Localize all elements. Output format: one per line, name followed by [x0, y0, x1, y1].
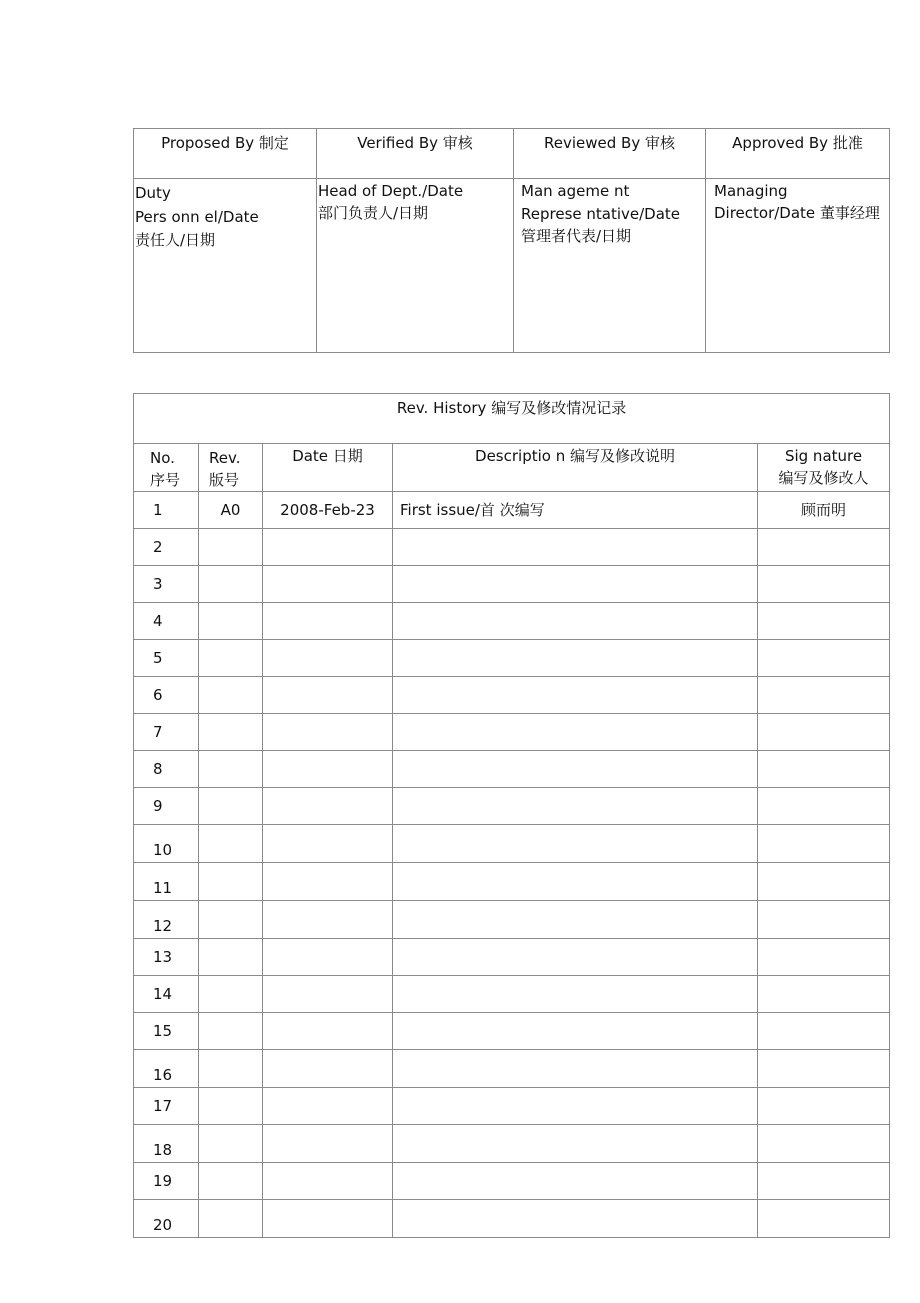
- row-number-cell: 11: [134, 863, 199, 901]
- row-description-cell[interactable]: [393, 1050, 758, 1088]
- row-description-cell[interactable]: [393, 976, 758, 1013]
- verified-by-header: Verified By 审核: [317, 129, 514, 179]
- role-line: Represe ntative/Date: [521, 205, 681, 223]
- row-number-cell: 2: [134, 529, 199, 566]
- row-signature-cell[interactable]: [758, 825, 890, 863]
- row-signature-cell[interactable]: [758, 677, 890, 714]
- row-number-cell: 17: [134, 1088, 199, 1125]
- row-number-cell: 19: [134, 1163, 199, 1200]
- row-rev-cell[interactable]: [199, 939, 263, 976]
- table-row: [134, 1050, 890, 1088]
- col-header-line: No.: [150, 449, 175, 467]
- row-rev-cell[interactable]: [199, 603, 263, 640]
- row-description-cell[interactable]: [393, 714, 758, 751]
- role-line: Head of Dept./Date: [318, 182, 464, 200]
- row-rev-cell[interactable]: [199, 640, 263, 677]
- col-header-line: Sig nature: [784, 447, 863, 465]
- row-date-cell[interactable]: [263, 1163, 393, 1200]
- row-description-cell[interactable]: [393, 566, 758, 603]
- table-row: [134, 1088, 890, 1125]
- row-number-cell: 1: [134, 492, 199, 529]
- approved-by-header: Approved By 批准: [706, 129, 890, 179]
- table-row: [134, 640, 890, 677]
- row-signature-cell[interactable]: [758, 939, 890, 976]
- row-signature-cell[interactable]: [758, 751, 890, 788]
- row-number-cell: 3: [134, 566, 199, 603]
- col-header-rev: [199, 444, 263, 492]
- row-rev-cell[interactable]: [199, 788, 263, 825]
- row-signature-cell[interactable]: [758, 1050, 890, 1088]
- row-number-cell: 12: [134, 901, 199, 939]
- row-date-cell[interactable]: [263, 788, 393, 825]
- row-description-cell[interactable]: [393, 677, 758, 714]
- row-number-cell: 15: [134, 1013, 199, 1050]
- row-date-cell[interactable]: [263, 1050, 393, 1088]
- history-title-row: [134, 394, 890, 444]
- col-header-line: 版号: [209, 471, 240, 489]
- row-rev-cell[interactable]: [199, 863, 263, 901]
- row-rev-cell[interactable]: [199, 825, 263, 863]
- row-description-cell[interactable]: [393, 788, 758, 825]
- row-description-cell[interactable]: [393, 751, 758, 788]
- role-line: Managing: [714, 182, 788, 200]
- proposed-by-header: Proposed By 制定: [134, 129, 317, 179]
- row-signature-cell[interactable]: [758, 529, 890, 566]
- row-date-cell[interactable]: [263, 1125, 393, 1163]
- role-line: Duty: [135, 184, 171, 202]
- role-line: Pers onn el/Date: [135, 208, 259, 226]
- col-header-line: 编写及修改人: [778, 469, 869, 487]
- row-number-cell: 9: [134, 788, 199, 825]
- row-date-cell[interactable]: [263, 751, 393, 788]
- row-rev-cell[interactable]: [199, 529, 263, 566]
- table-row: [134, 529, 890, 566]
- row-description-cell[interactable]: First issue/首 次编写: [393, 492, 758, 529]
- row-description-cell[interactable]: [393, 1088, 758, 1125]
- row-signature-cell[interactable]: [758, 603, 890, 640]
- row-date-cell[interactable]: [263, 901, 393, 939]
- row-number-cell: 6: [134, 677, 199, 714]
- col-header-no: [134, 444, 199, 492]
- table-row: [134, 939, 890, 976]
- role-line: 责任人/日期: [135, 231, 216, 249]
- table-row: [134, 492, 890, 529]
- row-rev-cell[interactable]: [199, 751, 263, 788]
- history-column-header-row: [134, 444, 890, 492]
- proposed-by-cell[interactable]: [134, 179, 317, 353]
- col-header-signature: [758, 444, 890, 492]
- row-date-cell[interactable]: 2008-Feb-23: [263, 492, 393, 529]
- row-number-cell: 10: [134, 825, 199, 863]
- row-signature-cell[interactable]: [758, 788, 890, 825]
- row-signature-cell[interactable]: 顾而明: [758, 492, 890, 529]
- reviewed-by-cell[interactable]: [514, 179, 706, 353]
- col-header-line: Rev.: [209, 449, 241, 467]
- table-row: [134, 788, 890, 825]
- row-date-cell[interactable]: [263, 1088, 393, 1125]
- table-row: [134, 1013, 890, 1050]
- reviewed-by-header: Reviewed By 审核: [514, 129, 706, 179]
- row-date-cell[interactable]: [263, 529, 393, 566]
- row-rev-cell[interactable]: [199, 1200, 263, 1238]
- table-row: [134, 714, 890, 751]
- row-rev-cell[interactable]: [199, 1088, 263, 1125]
- role-line: Man ageme nt: [521, 182, 630, 200]
- row-date-cell[interactable]: [263, 825, 393, 863]
- col-header-description: Descriptio n 编写及修改说明: [393, 444, 758, 492]
- revision-history-table: [133, 393, 890, 1238]
- row-date-cell[interactable]: [263, 640, 393, 677]
- row-number-cell: 20: [134, 1200, 199, 1238]
- col-header-date: Date 日期: [263, 444, 393, 492]
- row-rev-cell[interactable]: A0: [199, 492, 263, 529]
- row-rev-cell[interactable]: [199, 976, 263, 1013]
- approved-by-cell[interactable]: [706, 179, 890, 353]
- table-row: [134, 901, 890, 939]
- row-number-cell: 5: [134, 640, 199, 677]
- table-row: [134, 603, 890, 640]
- approval-signature-row: [134, 179, 890, 353]
- row-date-cell[interactable]: [263, 1013, 393, 1050]
- row-rev-cell[interactable]: [199, 1163, 263, 1200]
- row-number-cell: 8: [134, 751, 199, 788]
- row-date-cell[interactable]: [263, 976, 393, 1013]
- row-description-cell[interactable]: [393, 529, 758, 566]
- col-header-line: 序号: [150, 471, 181, 489]
- row-signature-cell[interactable]: [758, 566, 890, 603]
- row-rev-cell[interactable]: [199, 714, 263, 751]
- row-number-cell: 4: [134, 603, 199, 640]
- row-signature-cell[interactable]: [758, 1088, 890, 1125]
- row-signature-cell[interactable]: [758, 640, 890, 677]
- row-rev-cell[interactable]: [199, 901, 263, 939]
- approval-table: [133, 128, 890, 353]
- table-row: [134, 825, 890, 863]
- table-row: [134, 566, 890, 603]
- row-description-cell[interactable]: [393, 863, 758, 901]
- row-date-cell[interactable]: [263, 1200, 393, 1238]
- role-line: Director/Date 董事经理: [714, 204, 880, 222]
- row-description-cell[interactable]: [393, 1200, 758, 1238]
- row-number-cell: 14: [134, 976, 199, 1013]
- table-row: [134, 677, 890, 714]
- row-description-cell[interactable]: [393, 1013, 758, 1050]
- row-date-cell[interactable]: [263, 677, 393, 714]
- table-row: [134, 751, 890, 788]
- row-description-cell[interactable]: [393, 939, 758, 976]
- role-line: 管理者代表/日期: [521, 227, 632, 245]
- row-rev-cell[interactable]: [199, 677, 263, 714]
- row-number-cell: 13: [134, 939, 199, 976]
- row-description-cell[interactable]: [393, 1125, 758, 1163]
- row-signature-cell[interactable]: [758, 976, 890, 1013]
- row-signature-cell[interactable]: [758, 1200, 890, 1238]
- row-description-cell[interactable]: [393, 901, 758, 939]
- row-rev-cell[interactable]: [199, 1013, 263, 1050]
- table-row: [134, 1163, 890, 1200]
- row-rev-cell[interactable]: [199, 1050, 263, 1088]
- row-signature-cell[interactable]: [758, 1125, 890, 1163]
- row-description-cell[interactable]: [393, 640, 758, 677]
- table-row: [134, 863, 890, 901]
- row-number-cell: 7: [134, 714, 199, 751]
- table-row: [134, 976, 890, 1013]
- history-title: Rev. History 编写及修改情况记录: [134, 394, 890, 444]
- table-row: [134, 1200, 890, 1238]
- row-signature-cell[interactable]: [758, 863, 890, 901]
- row-description-cell[interactable]: [393, 825, 758, 863]
- row-description-cell[interactable]: [393, 1163, 758, 1200]
- row-date-cell[interactable]: [263, 714, 393, 751]
- row-date-cell[interactable]: [263, 603, 393, 640]
- verified-by-cell[interactable]: [317, 179, 514, 353]
- table-row: [134, 1125, 890, 1163]
- row-number-cell: 16: [134, 1050, 199, 1088]
- row-number-cell: 18: [134, 1125, 199, 1163]
- row-signature-cell[interactable]: [758, 714, 890, 751]
- row-signature-cell[interactable]: [758, 901, 890, 939]
- row-date-cell[interactable]: [263, 566, 393, 603]
- row-description-cell[interactable]: [393, 603, 758, 640]
- row-date-cell[interactable]: [263, 863, 393, 901]
- role-line: 部门负责人/日期: [318, 204, 429, 222]
- row-rev-cell[interactable]: [199, 1125, 263, 1163]
- row-signature-cell[interactable]: [758, 1013, 890, 1050]
- approval-header-row: [134, 129, 890, 179]
- row-date-cell[interactable]: [263, 939, 393, 976]
- row-rev-cell[interactable]: [199, 566, 263, 603]
- row-signature-cell[interactable]: [758, 1163, 890, 1200]
